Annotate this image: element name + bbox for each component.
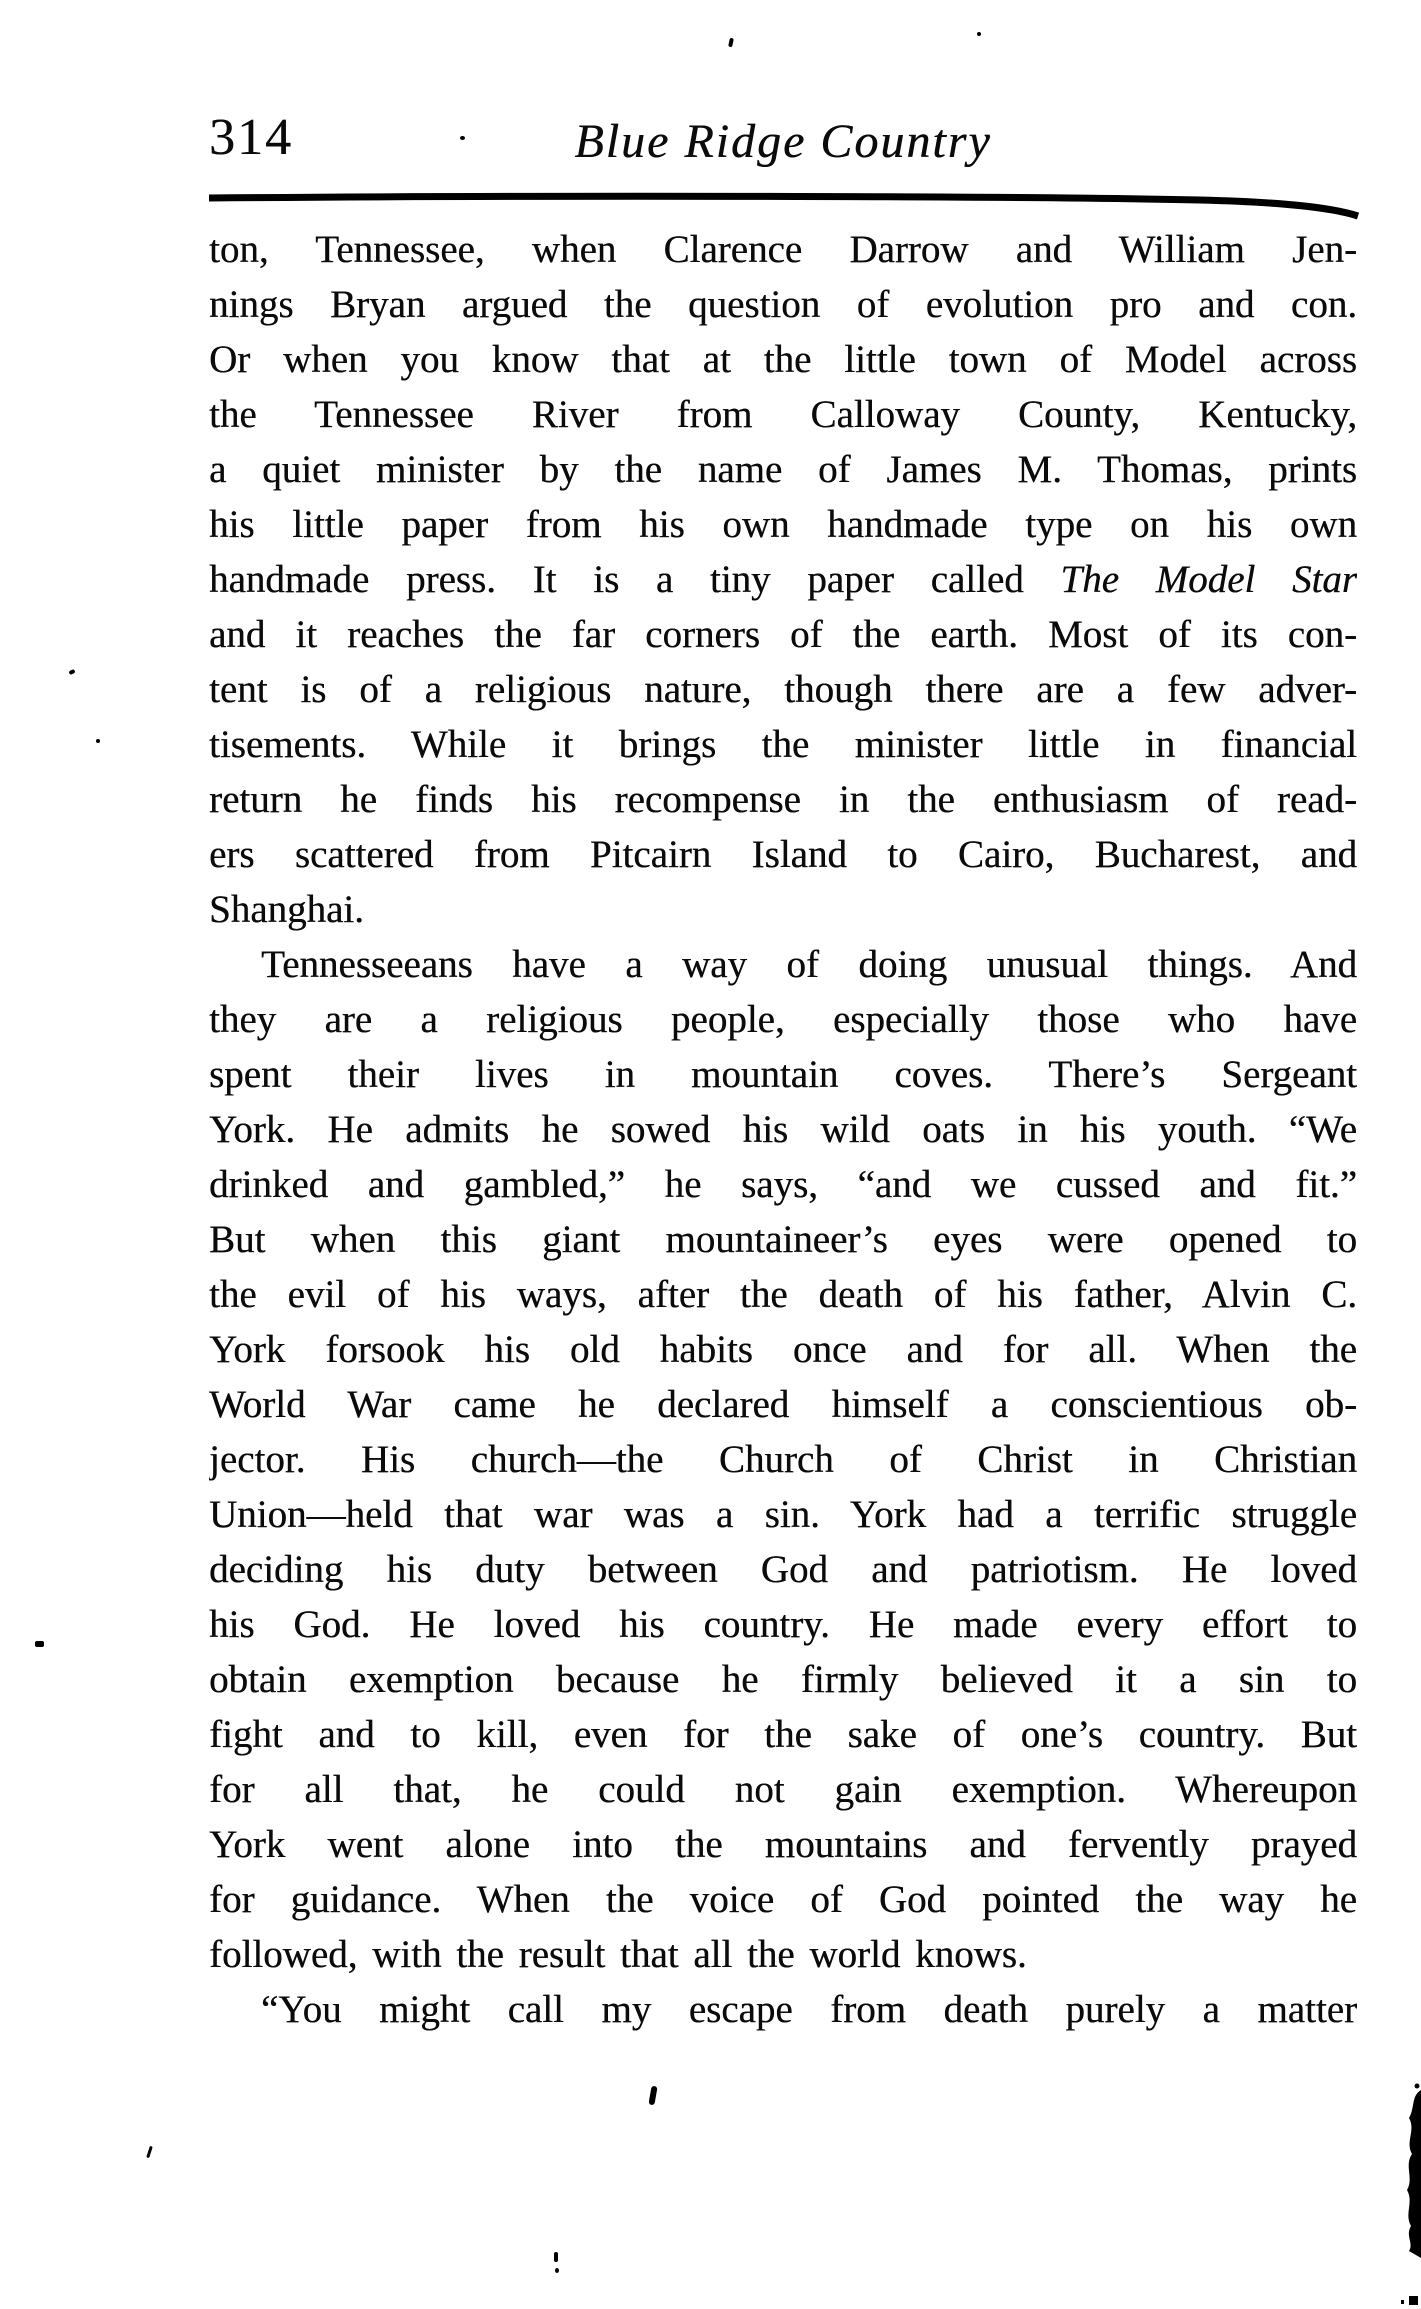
text-line: return he finds his recompense in the enthusiasm of read-: [209, 778, 1357, 821]
body-text: [209, 222, 1357, 2037]
text-line: nings Bryan argued the question of evolution pro and con.: [209, 283, 1357, 326]
text-line: his little paper from his own handmade type on his own: [209, 503, 1357, 546]
text-line: Union—held that war was a sin. York had a terrific struggle: [209, 1493, 1357, 1536]
text-line: followed, with the result that all the world knows.: [209, 1933, 1027, 1976]
text-line: ton, Tennessee, when Clarence Darrow and William Jen-: [209, 228, 1357, 271]
text-line: the Tennessee River from Calloway County, Kentucky,: [209, 393, 1357, 436]
text-line: spent their lives in mountain coves. There’s Sergeant: [209, 1053, 1357, 1096]
text-line: tent is of a religious nature, though there are a few adver-: [209, 668, 1357, 711]
text-line: tisements. While it brings the minister little in financial: [209, 723, 1357, 766]
scan-speck: [68, 669, 75, 675]
text-line: Or when you know that at the little town of Model across: [209, 338, 1357, 381]
text-line: ers scattered from Pitcairn Island to Cairo, Bucharest, and: [209, 833, 1357, 876]
page-number: 314: [209, 109, 293, 166]
text-line: obtain exemption because he firmly believed it a sin to: [209, 1658, 1357, 1701]
text-line: drinked and gambled,” he says, “and we cussed and fit.”: [209, 1163, 1357, 1206]
text-line: for guidance. When the voice of God pointed the way he: [209, 1878, 1357, 1921]
text-line: handmade press. It is a tiny paper called The Model Star: [209, 558, 1357, 601]
text-line: York forsook his old habits once and for all. When the: [209, 1328, 1357, 1371]
text-line: the evil of his ways, after the death of his father, Alvin C.: [209, 1273, 1357, 1316]
scan-speck: [460, 136, 465, 140]
scan-speck: [96, 739, 100, 743]
ink-blob: [1391, 2080, 1421, 2309]
text-line: deciding his duty between God and patriotism. He loved: [209, 1548, 1357, 1591]
scan-speck: [35, 1641, 44, 1647]
text-line: fight and to kill, even for the sake of one’s country. But: [209, 1713, 1357, 1756]
text-line: they are a religious people, especially those who have: [209, 998, 1357, 1041]
text-line: a quiet minister by the name of James M. Thomas, prints: [209, 448, 1357, 491]
text-line: for all that, he could not gain exemption. Whereupon: [209, 1768, 1357, 1811]
text-line: Shanghai.: [209, 888, 364, 931]
text-line: his God. He loved his country. He made every effort to: [209, 1603, 1357, 1646]
scan-speck: [146, 2146, 153, 2158]
text-line: But when this giant mountaineer’s eyes were opened to: [209, 1218, 1357, 1261]
scan-speck: [555, 2268, 559, 2273]
text-line: World War came he declared himself a conscientious ob-: [209, 1383, 1357, 1426]
text-line: York went alone into the mountains and fervently prayed: [209, 1823, 1357, 1866]
text-line: jector. His church—the Church of Christ in Christian: [209, 1438, 1357, 1481]
text-line: “You might call my escape from death purely a matter: [261, 1988, 1357, 2031]
text-line: Tennesseeans have a way of doing unusual things. And: [261, 943, 1357, 986]
scan-speck: [554, 2252, 558, 2262]
scan-speck: [648, 2086, 657, 2106]
text-line: York. He admits he sowed his wild oats in his youth. “We: [209, 1108, 1357, 1151]
running-title: Blue Ridge Country: [574, 115, 992, 168]
scan-speck: [977, 32, 981, 36]
text-line: and it reaches the far corners of the earth. Most of its con-: [209, 613, 1357, 656]
scan-speck: [728, 38, 734, 48]
